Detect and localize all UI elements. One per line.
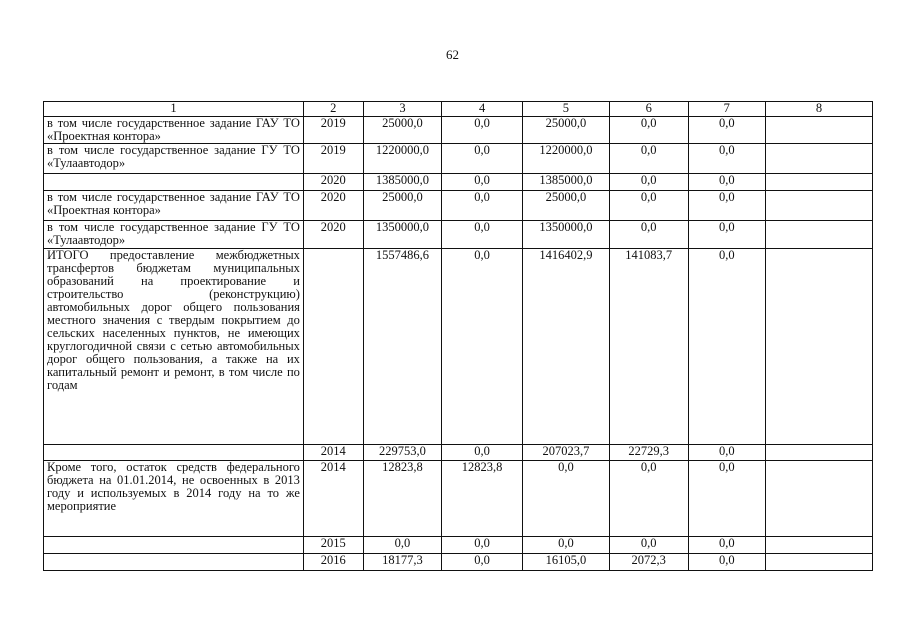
- column-header: 7: [688, 102, 766, 117]
- value-cell: 0,0: [442, 537, 523, 554]
- value-cell: [766, 249, 873, 445]
- value-cell: 0,0: [442, 445, 523, 461]
- value-cell: 0,0: [688, 249, 766, 445]
- value-cell: [766, 461, 873, 537]
- value-cell: 25000,0: [363, 191, 442, 221]
- year-cell: 2014: [303, 461, 363, 537]
- value-cell: 0,0: [688, 554, 766, 571]
- value-cell: [766, 445, 873, 461]
- table-row: [44, 461, 873, 537]
- value-cell: [766, 191, 873, 221]
- row-description-cell: [44, 537, 304, 554]
- value-cell: 1350000,0: [522, 221, 609, 249]
- value-cell: [766, 554, 873, 571]
- value-cell: 18177,3: [363, 554, 442, 571]
- value-cell: 0,0: [442, 554, 523, 571]
- value-cell: 229753,0: [363, 445, 442, 461]
- table-row: [44, 554, 873, 571]
- row-description-cell: в том числе государственное задание ГУ ТО «Тулаавтодор»: [44, 221, 304, 249]
- value-cell: 0,0: [688, 117, 766, 144]
- value-cell: 0,0: [688, 221, 766, 249]
- value-cell: 141083,7: [609, 249, 688, 445]
- value-cell: 0,0: [688, 445, 766, 461]
- value-cell: 25000,0: [522, 117, 609, 144]
- value-cell: 0,0: [688, 537, 766, 554]
- value-cell: 1385000,0: [522, 174, 609, 191]
- value-cell: 0,0: [442, 221, 523, 249]
- year-cell: 2015: [303, 537, 363, 554]
- year-cell: [303, 249, 363, 445]
- value-cell: 2072,3: [609, 554, 688, 571]
- table-header-row: [44, 102, 873, 117]
- value-cell: 1220000,0: [363, 144, 442, 174]
- value-cell: [766, 117, 873, 144]
- value-cell: [766, 221, 873, 249]
- value-cell: 1350000,0: [363, 221, 442, 249]
- value-cell: 0,0: [688, 191, 766, 221]
- value-cell: 0,0: [363, 537, 442, 554]
- row-description-cell: в том числе государственное задание ГУ ТО «Тулаавтодор»: [44, 144, 304, 174]
- value-cell: [766, 537, 873, 554]
- value-cell: 0,0: [609, 191, 688, 221]
- value-cell: [766, 174, 873, 191]
- value-cell: 0,0: [688, 461, 766, 537]
- row-description-cell: в том числе государственное задание ГАУ ТО «Проектная контора»: [44, 191, 304, 221]
- row-description-cell: [44, 554, 304, 571]
- column-header: 1: [44, 102, 304, 117]
- value-cell: 0,0: [442, 174, 523, 191]
- value-cell: 12823,8: [442, 461, 523, 537]
- value-cell: 0,0: [609, 117, 688, 144]
- column-header: 6: [609, 102, 688, 117]
- value-cell: 0,0: [442, 191, 523, 221]
- table-row: [44, 174, 873, 191]
- value-cell: 0,0: [609, 174, 688, 191]
- value-cell: 0,0: [442, 117, 523, 144]
- value-cell: 207023,7: [522, 445, 609, 461]
- row-description-cell: [44, 445, 304, 461]
- table-row: [44, 117, 873, 144]
- value-cell: 0,0: [442, 249, 523, 445]
- column-header: 3: [363, 102, 442, 117]
- column-header: 8: [766, 102, 873, 117]
- value-cell: 1416402,9: [522, 249, 609, 445]
- year-cell: 2020: [303, 174, 363, 191]
- year-cell: 2020: [303, 221, 363, 249]
- value-cell: 0,0: [609, 221, 688, 249]
- table-row: [44, 144, 873, 174]
- value-cell: 1220000,0: [522, 144, 609, 174]
- value-cell: 25000,0: [522, 191, 609, 221]
- value-cell: 0,0: [609, 537, 688, 554]
- table-row: [44, 537, 873, 554]
- table-row: [44, 445, 873, 461]
- year-cell: 2020: [303, 191, 363, 221]
- row-description-cell: ИТОГО предоставление межбюджетных трансфертов бюджетам муниципальных образований на проектирование и строительство (реконструкцию) автомобильных дорог общего пользования местного значения с твердым покрытием до сельских населенных пунктов, не имеющих круглогодичной связи с сетью автомобильных дорог общего пользования, а также на их капитальный ремонт и ремонт, в том числе по годам: [44, 249, 304, 445]
- value-cell: 25000,0: [363, 117, 442, 144]
- value-cell: 0,0: [688, 144, 766, 174]
- year-cell: 2014: [303, 445, 363, 461]
- value-cell: 0,0: [688, 174, 766, 191]
- row-description-cell: в том числе государственное задание ГАУ ТО «Проектная контора»: [44, 117, 304, 144]
- row-description-cell: Кроме того, остаток средств федерального бюджета на 01.01.2014, не освоенных в 2013 году и используемых в 2014 году на то же мероприятие: [44, 461, 304, 537]
- table-row: [44, 221, 873, 249]
- table-row: [44, 191, 873, 221]
- budget-table: [43, 101, 873, 571]
- value-cell: 0,0: [609, 461, 688, 537]
- value-cell: 1385000,0: [363, 174, 442, 191]
- page-number: 62: [446, 47, 459, 62]
- year-cell: 2019: [303, 117, 363, 144]
- column-header: 4: [442, 102, 523, 117]
- value-cell: 1557486,6: [363, 249, 442, 445]
- table-row: [44, 249, 873, 445]
- value-cell: 0,0: [609, 144, 688, 174]
- column-header: 5: [522, 102, 609, 117]
- year-cell: 2016: [303, 554, 363, 571]
- column-header: 2: [303, 102, 363, 117]
- value-cell: 0,0: [522, 537, 609, 554]
- value-cell: [766, 144, 873, 174]
- value-cell: 0,0: [522, 461, 609, 537]
- value-cell: 0,0: [442, 144, 523, 174]
- value-cell: 12823,8: [363, 461, 442, 537]
- row-description-cell: [44, 174, 304, 191]
- year-cell: 2019: [303, 144, 363, 174]
- value-cell: 16105,0: [522, 554, 609, 571]
- value-cell: 22729,3: [609, 445, 688, 461]
